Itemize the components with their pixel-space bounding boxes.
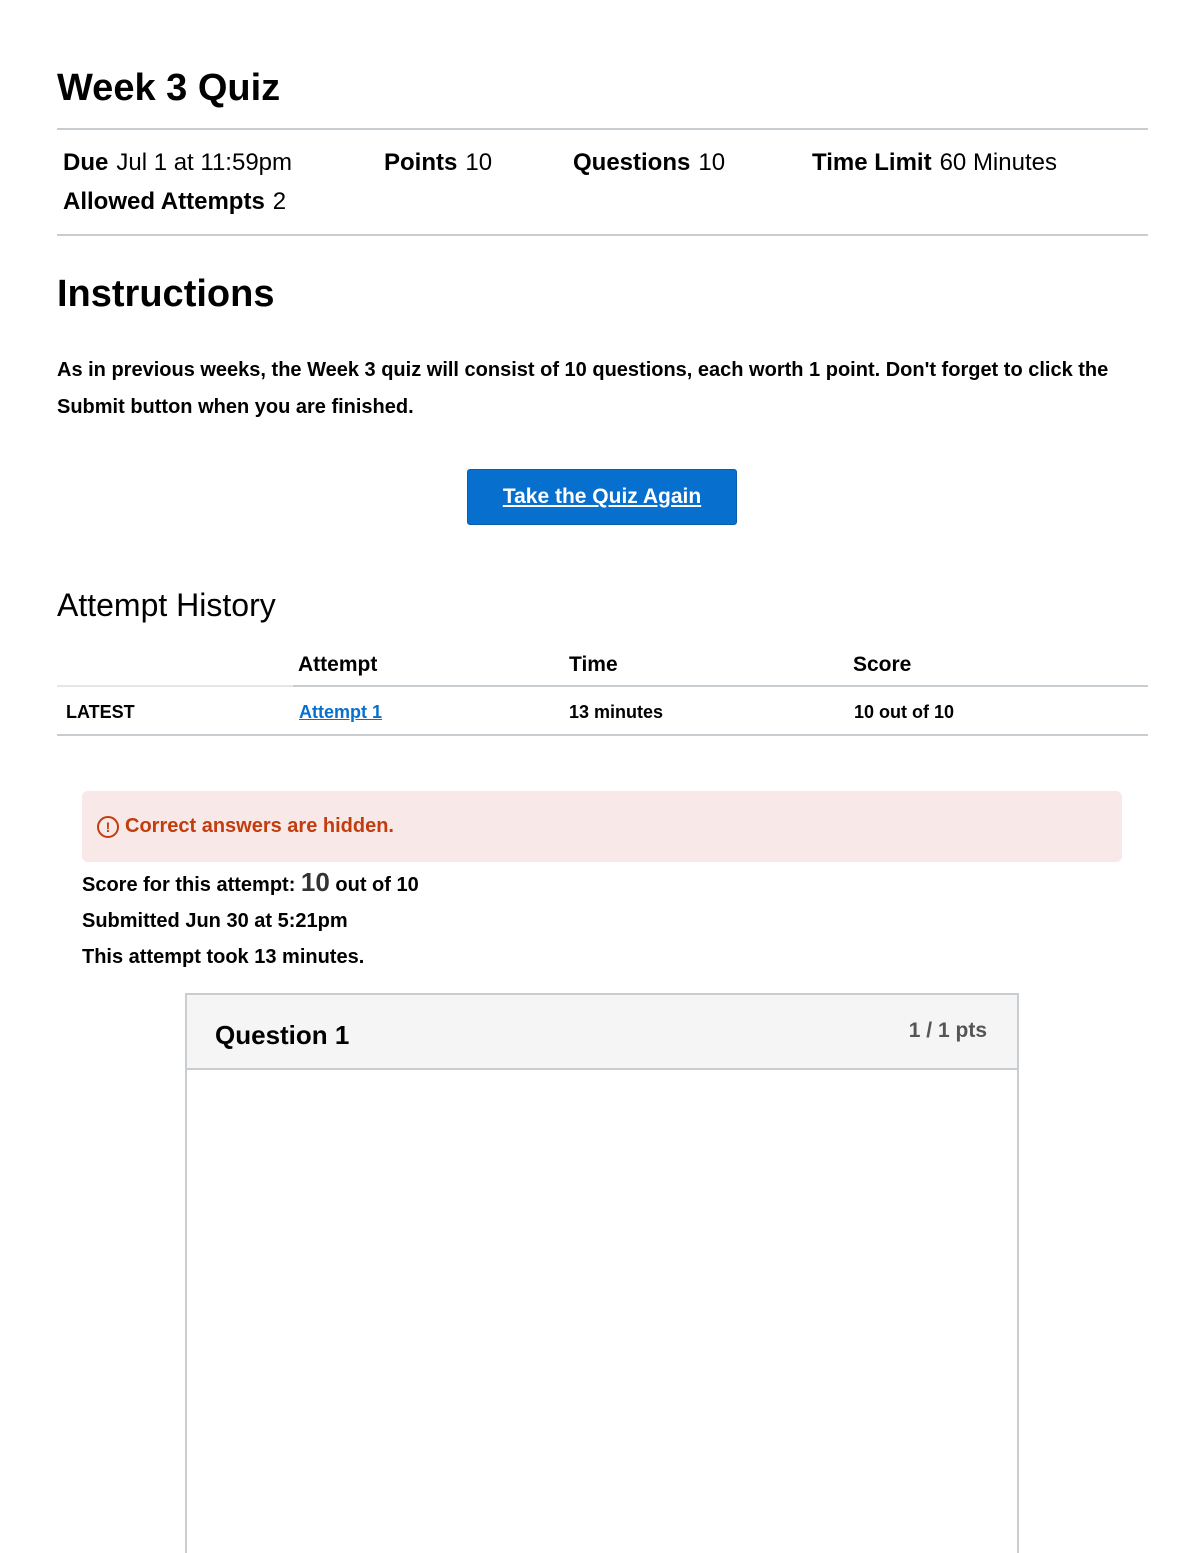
question-header — [187, 995, 1017, 1070]
questions-label: Questions — [573, 149, 691, 176]
question-card — [185, 993, 1019, 1553]
submitted-time: Submitted Jun 30 at 5:21pm — [82, 910, 348, 932]
table-header-divider — [57, 685, 293, 687]
question-points: 1 / 1 pts — [908, 1019, 987, 1042]
score-prefix: Score for this attempt: — [82, 874, 296, 896]
time-limit-info — [812, 148, 1057, 178]
hidden-answers-alert — [82, 791, 1122, 862]
due-value: Jul 1 at 11:59pm — [116, 149, 293, 176]
attempt-duration: This attempt took 13 minutes. — [82, 946, 365, 968]
points-info — [384, 148, 492, 178]
attempt-1-link[interactable]: Attempt 1 — [299, 702, 383, 722]
due-label: Due — [63, 149, 109, 176]
instructions-text: As in previous weeks, the Week 3 quiz will consist of 10 questions, each worth 1 point. Don't forget to click the Submit button when you are finished. — [57, 359, 1109, 418]
points-value: 10 — [465, 149, 493, 176]
divider — [57, 234, 1148, 236]
due-info — [63, 148, 292, 178]
take-quiz-again-button[interactable]: Take the Quiz Again — [467, 469, 737, 525]
instructions-heading: Instructions — [57, 273, 275, 315]
score-suffix: out of 10 — [335, 874, 419, 896]
table-header-divider — [293, 685, 1148, 687]
attempt-score-line — [82, 868, 419, 899]
question-title: Question 1 — [215, 1020, 350, 1050]
divider — [57, 128, 1148, 130]
alert-message: Correct answers are hidden. — [125, 815, 394, 837]
allowed-attempts-label: Allowed Attempts — [63, 188, 265, 215]
table-cell-score: 10 out of 10 — [854, 702, 955, 722]
attempt-tag-latest: LATEST — [66, 702, 135, 722]
column-header-score: Score — [853, 653, 912, 676]
score-value: 10 — [300, 867, 330, 897]
table-cell-time: 13 minutes — [569, 702, 664, 722]
table-cell-attempt — [299, 700, 382, 724]
attempt-history-heading: Attempt History — [57, 587, 276, 623]
column-header-attempt: Attempt — [298, 653, 378, 676]
column-header-time: Time — [569, 653, 618, 676]
table-row-divider — [57, 734, 1148, 736]
time-limit-label: Time Limit — [812, 149, 932, 176]
points-label: Points — [384, 149, 458, 176]
questions-info — [573, 148, 725, 178]
warning-circle-icon: ! — [97, 816, 119, 838]
time-limit-value: 60 Minutes — [939, 149, 1057, 176]
allowed-attempts-value: 2 — [272, 188, 287, 215]
questions-value: 10 — [698, 149, 726, 176]
page-title: Week 3 Quiz — [57, 67, 281, 109]
allowed-attempts-info — [63, 187, 286, 217]
